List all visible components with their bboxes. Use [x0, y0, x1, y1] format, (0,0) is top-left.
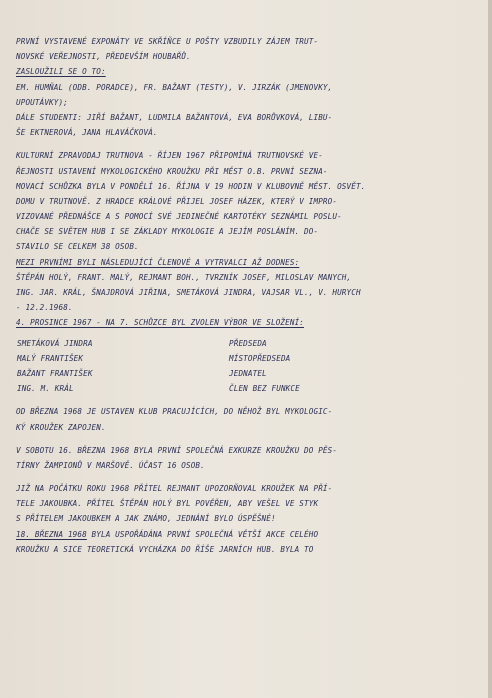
members-heading: MEZI PRVNÍMI BYLI NÁSLEDUJÍCÍ ČLENOVÉ A VYTRVALCI AŽ DODNES:: [16, 257, 300, 267]
text-line: STAVILO SE CELKEM 38 OSOB.: [16, 242, 139, 252]
text-line: DÁLE STUDENTI: JIŘÍ BAŽANT, LUDMILA BAŽANTOVÁ, EVA BORŮVKOVÁ, LIBU-: [16, 112, 333, 122]
text-line: EM. HUMŇAL (ODB. PORADCE), FR. BAŽANT (TESTY), V. JIRZÁK (JMENOVKY,: [16, 82, 333, 92]
text-line: TELE JAKOUBKA. PŘÍTEL ŠTĚPÁN HOLÝ BYL POVĚŘEN, ABY VEŠEL VE STYK: [16, 499, 319, 509]
text-line: JIŽ NA POČÁTKU ROKU 1968 PŘÍTEL REJMANT UPOZORŇOVAL KROUŽEK NA PŘÍ-: [16, 484, 333, 494]
committee-name: MALÝ FRANTIŠEK: [17, 353, 84, 363]
thanks-heading: ZASLOUŽILI SE O TO:: [16, 67, 106, 77]
committee-role: JEDNATEL: [229, 368, 267, 378]
committee-name: BAŽANT FRANTIŠEK: [17, 368, 93, 378]
text-line: CHAČE SE SVĚTEM HUB I SE ZÁKLADY MYKOLOGIE A JEJÍM POSLÁNÍM. DO-: [16, 227, 319, 237]
text-line: PRVNÍ VYSTAVENÉ EXPONÁTY VE SKŘÍŇCE U POŠTY VZBUDILY ZÁJEM TRUT-: [16, 37, 319, 46]
committee-role: MÍSTOPŘEDSEDA: [229, 353, 291, 363]
text-line: KROUŽKU A SICE TEORETICKÁ VYCHÁZKA DO ŘÍŠE JARNÍCH HUB. BYLA TO: [16, 544, 314, 554]
text-line: NOVSKÉ VEŘEJNOSTI, PŘEDEVŠÍM HOUBAŘŮ.: [16, 52, 191, 62]
text-line: VIZOVANÉ PŘEDNÁŠCE A S POMOCÍ SVÉ JEDINEČNÉ KARTOTÉKY SEZNÁMIL POSLU-: [16, 212, 342, 222]
committee-role: ČLEN BEZ FUNKCE: [229, 384, 300, 394]
committee-name: SMETÁKOVÁ JINDRA: [17, 338, 93, 348]
text-line: ŘEJNOSTI USTAVENÍ MYKOLOGICKÉHO KROUŽKU PŘI MĚST O.B. PRVNÍ SEZNA-: [16, 166, 328, 176]
page-text: [16, 34, 480, 557]
text-line: V SOBOTU 16. BŘEZNA 1968 BYLA PRVNÍ SPOLEČNÁ EXKURZE KROUŽKU DO PĚS-: [16, 445, 338, 455]
text-line: DOMU V TRUTNOVĚ. Z HRADCE KRÁLOVÉ PŘIJEL JOSEF HÁZEK, KTERÝ V IMPRO-: [16, 196, 338, 206]
text-line: KÝ KROUŽEK ZAPOJEN.: [16, 422, 106, 432]
text-span: BYLA USPOŘÁDÁNA PRVNÍ SPOLEČNÁ VĚTŠÍ AKCE CELÉHO: [86, 529, 319, 539]
text-line: KULTURNÍ ZPRAVODAJ TRUTNOVA - ŘÍJEN 1967 PŘIPOMÍNÁ TRUTNOVSKÉ VE-: [16, 151, 323, 161]
committee-table: [16, 336, 480, 397]
text-line: OD BŘEZNA 1968 JE USTAVEN KLUB PRACUJÍCÍCH, DO NĚHOŽ BYL MYKOLOGIC-: [16, 407, 333, 417]
text-line: UPOUTÁVKY);: [16, 97, 68, 107]
text-line: TÍRNY ŽAMPIONŮ V MARŠOVĚ. ÚČAST 16 OSOB.: [16, 460, 205, 470]
text-line: ING. JAR. KRÁL, ŠNAJDROVÁ JIŘINA, SMETÁKOVÁ JINDRA, VAJSAR VL., V. HURYCH: [16, 288, 361, 297]
text-line: - 12.2.1968.: [16, 303, 73, 313]
committee-heading: 4. PROSINCE 1967 - NA 7. SCHŮZCE BYL ZVOLEN VÝBOR VE SLOŽENÍ:: [16, 318, 305, 328]
date-underlined: 18. BŘEZNA 1968: [16, 529, 87, 539]
text-line: [16, 527, 480, 542]
text-line: ŠTĚPÁN HOLÝ, FRANT. MALÝ, REJMANT BOH., TVRZNÍK JOSEF, MILOSLAV MANYCH,: [16, 272, 352, 282]
text-line: ŠE EKTNEROVÁ, JANA HLAVÁČKOVÁ.: [16, 128, 158, 138]
committee-name: ING. M. KRÁL: [17, 384, 74, 394]
text-line: S PŘÍTELEM JAKOUBKEM A JAK ZNÁMO, JEDNÁNÍ BYLO ÚSPĚŠNÉ!: [16, 514, 276, 524]
text-line: MOVACÍ SCHŮZKA BYLA V PONDĚLÍ 16. ŘÍJNA V 19 HODIN V KLUBOVNĚ MĚST. OSVĚT.: [16, 181, 366, 191]
committee-role: PŘEDSEDA: [229, 338, 267, 348]
